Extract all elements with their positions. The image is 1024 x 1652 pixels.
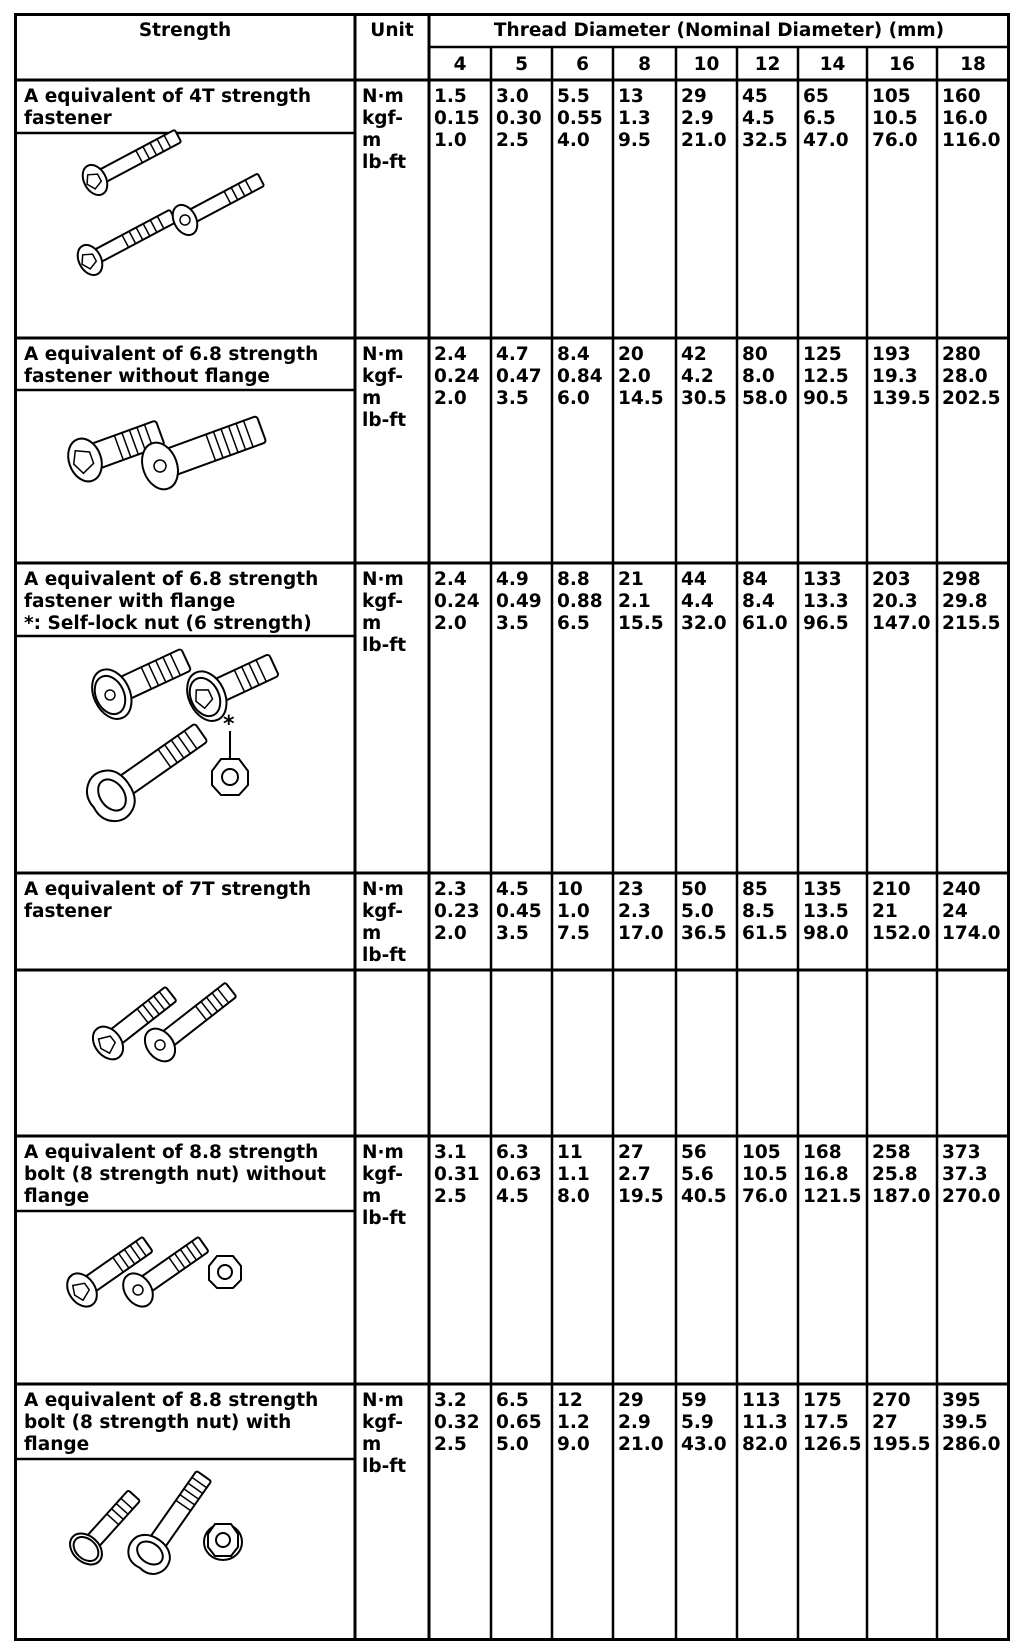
self-lock-nut-note: *: Self-lock nut (6 strength) xyxy=(24,613,312,634)
value-lbft: 195.5 xyxy=(872,1434,931,1455)
unit-lbft: lb-ft xyxy=(362,410,407,431)
value-lbft: 76.0 xyxy=(742,1186,788,1207)
value-cell-6-8-with-flange-d4 xyxy=(434,569,480,635)
value-lbft: 21.0 xyxy=(681,130,727,151)
value-kgfm: 20.3 xyxy=(872,591,918,612)
value-nm: 280 xyxy=(942,344,981,365)
value-nm: 5.5 xyxy=(557,86,590,107)
value-cell-8-8-with-flange-d18 xyxy=(942,1390,1001,1456)
value-nm: 50 xyxy=(681,879,707,900)
row-label-4t: A equivalent of 4T strength fastener xyxy=(24,86,312,129)
value-nm: 65 xyxy=(803,86,829,107)
unit-m: m xyxy=(362,613,382,634)
value-cell-4t-d16 xyxy=(872,86,918,152)
value-kgfm: 0.23 xyxy=(434,901,480,922)
value-nm: 4.5 xyxy=(496,879,529,900)
value-kgfm: 0.55 xyxy=(557,108,603,129)
value-cell-6-8-without-flange-d12 xyxy=(742,344,788,410)
value-kgfm: 39.5 xyxy=(942,1412,988,1433)
value-lbft: 6.5 xyxy=(557,613,590,634)
value-kgfm: 1.1 xyxy=(557,1164,590,1185)
value-nm: 113 xyxy=(742,1390,781,1411)
value-lbft: 19.5 xyxy=(618,1186,664,1207)
bolt-8-8-with-flange-illustration xyxy=(60,1465,290,1605)
value-lbft: 9.5 xyxy=(618,130,651,151)
value-cell-6-8-without-flange-d6 xyxy=(557,344,603,410)
value-lbft: 58.0 xyxy=(742,388,788,409)
value-nm: 133 xyxy=(803,569,842,590)
value-nm: 105 xyxy=(742,1142,781,1163)
value-lbft: 96.5 xyxy=(803,613,849,634)
value-nm: 56 xyxy=(681,1142,707,1163)
value-lbft: 15.5 xyxy=(618,613,664,634)
value-lbft: 9.0 xyxy=(557,1434,590,1455)
value-cell-6-8-without-flange-d16 xyxy=(872,344,931,410)
value-cell-4t-d18 xyxy=(942,86,1001,152)
value-lbft: 139.5 xyxy=(872,388,931,409)
value-kgfm: 13.5 xyxy=(803,901,849,922)
value-nm: 270 xyxy=(872,1390,911,1411)
value-kgfm: 25.8 xyxy=(872,1164,918,1185)
value-cell-6-8-without-flange-d4 xyxy=(434,344,480,410)
value-lbft: 2.5 xyxy=(496,130,529,151)
value-nm: 4.7 xyxy=(496,344,529,365)
value-lbft: 4.5 xyxy=(496,1186,529,1207)
value-nm: 29 xyxy=(681,86,707,107)
value-cell-7t-d16 xyxy=(872,879,931,945)
value-nm: 42 xyxy=(681,344,707,365)
value-nm: 1.5 xyxy=(434,86,467,107)
value-cell-8-8-with-flange-d6 xyxy=(557,1390,590,1456)
value-kgfm: 16.0 xyxy=(942,108,988,129)
value-lbft: 61.0 xyxy=(742,613,788,634)
value-lbft: 32.0 xyxy=(681,613,727,634)
value-nm: 373 xyxy=(942,1142,981,1163)
value-nm: 12 xyxy=(557,1390,583,1411)
bolt-7t-illustration xyxy=(80,975,280,1095)
value-lbft: 3.5 xyxy=(496,388,529,409)
value-lbft: 286.0 xyxy=(942,1434,1001,1455)
value-lbft: 1.0 xyxy=(434,130,467,151)
value-lbft: 2.5 xyxy=(434,1186,467,1207)
value-kgfm: 0.88 xyxy=(557,591,603,612)
unit-labels-row-2 xyxy=(362,344,406,432)
value-kgfm: 0.65 xyxy=(496,1412,542,1433)
row-label-7t: A equivalent of 7T strength fastener xyxy=(24,879,312,922)
header-diameter-4: 4 xyxy=(453,54,467,75)
value-cell-8-8-with-flange-d10 xyxy=(681,1390,727,1456)
value-lbft: 90.5 xyxy=(803,388,849,409)
value-nm: 44 xyxy=(681,569,707,590)
unit-kgf: kgf- xyxy=(362,901,403,922)
value-kgfm: 28.0 xyxy=(942,366,988,387)
value-nm: 8.4 xyxy=(557,344,590,365)
value-kgfm: 0.15 xyxy=(434,108,480,129)
value-kgfm: 0.49 xyxy=(496,591,542,612)
value-cell-7t-d18 xyxy=(942,879,1001,945)
value-cell-6-8-with-flange-d16 xyxy=(872,569,931,635)
value-nm: 135 xyxy=(803,879,842,900)
value-kgfm: 5.0 xyxy=(681,901,714,922)
row-label-8-8-without-flange: A equivalent of 8.8 strength bolt (8 strength nut) without flange xyxy=(24,1142,326,1207)
header-diameter-16: 16 xyxy=(889,54,915,75)
value-cell-7t-d6 xyxy=(557,879,590,945)
value-kgfm: 2.3 xyxy=(618,901,651,922)
value-kgfm: 4.5 xyxy=(742,108,775,129)
self-lock-nut-marker: * xyxy=(223,712,235,737)
unit-m: m xyxy=(362,923,382,944)
value-nm: 175 xyxy=(803,1390,842,1411)
value-cell-6-8-with-flange-d6 xyxy=(557,569,603,635)
value-kgfm: 0.30 xyxy=(496,108,542,129)
unit-kgf: kgf- xyxy=(362,1164,403,1185)
value-kgfm: 0.45 xyxy=(496,901,542,922)
value-nm: 168 xyxy=(803,1142,842,1163)
unit-lbft: lb-ft xyxy=(362,1456,407,1477)
unit-lbft: lb-ft xyxy=(362,1208,407,1229)
value-cell-7t-d14 xyxy=(803,879,849,945)
value-nm: 6.5 xyxy=(496,1390,529,1411)
value-cell-4t-d5 xyxy=(496,86,542,152)
value-kgfm: 10.5 xyxy=(742,1164,788,1185)
value-nm: 13 xyxy=(618,86,644,107)
value-kgfm: 8.5 xyxy=(742,901,775,922)
row-label-6-8-without-flange: A equivalent of 6.8 strength fastener without flange xyxy=(24,344,319,387)
value-kgfm: 0.24 xyxy=(434,591,480,612)
value-cell-6-8-without-flange-d5 xyxy=(496,344,542,410)
unit-m: m xyxy=(362,1434,382,1455)
value-kgfm: 24 xyxy=(942,901,968,922)
value-nm: 10 xyxy=(557,879,583,900)
value-lbft: 187.0 xyxy=(872,1186,931,1207)
value-kgfm: 2.7 xyxy=(618,1164,651,1185)
value-kgfm: 13.3 xyxy=(803,591,849,612)
value-lbft: 30.5 xyxy=(681,388,727,409)
unit-nm: N·m xyxy=(362,569,404,590)
value-kgfm: 8.0 xyxy=(742,366,775,387)
value-lbft: 116.0 xyxy=(942,130,1001,151)
value-cell-6-8-without-flange-d10 xyxy=(681,344,727,410)
value-kgfm: 0.32 xyxy=(434,1412,480,1433)
value-cell-7t-d4 xyxy=(434,879,480,945)
value-kgfm: 12.5 xyxy=(803,366,849,387)
value-cell-8-8-without-flange-d4 xyxy=(434,1142,480,1208)
row-label-6-8-with-flange xyxy=(24,569,354,635)
value-lbft: 7.5 xyxy=(557,923,590,944)
unit-labels-row-4 xyxy=(362,879,406,967)
value-cell-6-8-with-flange-d8 xyxy=(618,569,664,635)
value-lbft: 76.0 xyxy=(872,130,918,151)
header-diameter-8: 8 xyxy=(638,54,651,75)
value-kgfm: 0.31 xyxy=(434,1164,480,1185)
value-cell-8-8-with-flange-d12 xyxy=(742,1390,788,1456)
value-nm: 4.9 xyxy=(496,569,529,590)
value-lbft: 174.0 xyxy=(942,923,1001,944)
unit-nm: N·m xyxy=(362,86,404,107)
value-lbft: 3.5 xyxy=(496,923,529,944)
value-nm: 125 xyxy=(803,344,842,365)
unit-m: m xyxy=(362,130,382,151)
value-lbft: 270.0 xyxy=(942,1186,1001,1207)
value-kgfm: 1.2 xyxy=(557,1412,590,1433)
value-lbft: 5.0 xyxy=(496,1434,529,1455)
value-kgfm: 6.5 xyxy=(803,108,836,129)
value-nm: 8.8 xyxy=(557,569,590,590)
value-cell-8-8-without-flange-d8 xyxy=(618,1142,664,1208)
value-lbft: 2.0 xyxy=(434,613,467,634)
unit-m: m xyxy=(362,1186,382,1207)
value-kgfm: 1.0 xyxy=(557,901,590,922)
value-cell-7t-d8 xyxy=(618,879,664,945)
header-diameter-6: 6 xyxy=(576,54,589,75)
value-kgfm: 0.84 xyxy=(557,366,603,387)
header-strength: Strength xyxy=(138,20,232,41)
value-kgfm: 5.9 xyxy=(681,1412,714,1433)
value-nm: 59 xyxy=(681,1390,707,1411)
value-lbft: 21.0 xyxy=(618,1434,664,1455)
value-kgfm: 4.2 xyxy=(681,366,714,387)
value-nm: 29 xyxy=(618,1390,644,1411)
header-diameter-18: 18 xyxy=(960,54,986,75)
value-nm: 240 xyxy=(942,879,981,900)
value-kgfm: 0.63 xyxy=(496,1164,542,1185)
value-lbft: 152.0 xyxy=(872,923,931,944)
value-cell-8-8-with-flange-d8 xyxy=(618,1390,664,1456)
value-nm: 3.1 xyxy=(434,1142,467,1163)
value-nm: 2.4 xyxy=(434,569,467,590)
value-lbft: 8.0 xyxy=(557,1186,590,1207)
value-cell-7t-d5 xyxy=(496,879,542,945)
value-lbft: 3.5 xyxy=(496,613,529,634)
value-lbft: 32.5 xyxy=(742,130,788,151)
unit-labels-row-5 xyxy=(362,1142,406,1230)
value-cell-4t-d8 xyxy=(618,86,651,152)
header-diameter-10: 10 xyxy=(693,54,720,75)
value-kgfm: 8.4 xyxy=(742,591,775,612)
unit-nm: N·m xyxy=(362,344,404,365)
value-lbft: 17.0 xyxy=(618,923,664,944)
value-cell-8-8-without-flange-d14 xyxy=(803,1142,862,1208)
value-nm: 23 xyxy=(618,879,644,900)
value-nm: 45 xyxy=(742,86,768,107)
value-lbft: 202.5 xyxy=(942,388,1001,409)
value-lbft: 40.5 xyxy=(681,1186,727,1207)
value-nm: 298 xyxy=(942,569,981,590)
value-kgfm: 27 xyxy=(872,1412,898,1433)
value-kgfm: 10.5 xyxy=(872,108,918,129)
value-nm: 3.2 xyxy=(434,1390,467,1411)
value-lbft: 43.0 xyxy=(681,1434,727,1455)
value-cell-6-8-with-flange-d14 xyxy=(803,569,849,635)
value-kgfm: 2.0 xyxy=(618,366,651,387)
unit-m: m xyxy=(362,388,382,409)
header-diameter-5: 5 xyxy=(515,54,528,75)
header-thread-diameter: Thread Diameter (Nominal Diameter) (mm) xyxy=(493,20,945,41)
value-kgfm: 17.5 xyxy=(803,1412,849,1433)
value-nm: 20 xyxy=(618,344,644,365)
value-cell-6-8-without-flange-d18 xyxy=(942,344,1001,410)
unit-labels-row-3 xyxy=(362,569,406,657)
row-label-6-8-with-flange-text: A equivalent of 6.8 strength fastener with flange xyxy=(24,569,319,612)
unit-kgf: kgf- xyxy=(362,108,403,129)
bolt-6-8-without-flange-illustration xyxy=(60,398,290,518)
value-nm: 160 xyxy=(942,86,981,107)
value-cell-6-8-with-flange-d5 xyxy=(496,569,542,635)
value-nm: 105 xyxy=(872,86,911,107)
value-cell-8-8-with-flange-d14 xyxy=(803,1390,862,1456)
unit-labels-row-1 xyxy=(362,86,406,174)
value-nm: 27 xyxy=(618,1142,644,1163)
value-nm: 84 xyxy=(742,569,768,590)
value-nm: 80 xyxy=(742,344,768,365)
value-nm: 2.4 xyxy=(434,344,467,365)
row-label-8-8-with-flange: A equivalent of 8.8 strength bolt (8 strength nut) with flange xyxy=(24,1390,319,1455)
value-lbft: 6.0 xyxy=(557,388,590,409)
value-cell-6-8-without-flange-d14 xyxy=(803,344,849,410)
value-nm: 258 xyxy=(872,1142,911,1163)
value-lbft: 14.5 xyxy=(618,388,664,409)
unit-lbft: lb-ft xyxy=(362,152,407,173)
unit-kgf: kgf- xyxy=(362,591,403,612)
unit-labels-row-6 xyxy=(362,1390,406,1478)
value-nm: 203 xyxy=(872,569,911,590)
value-kgfm: 2.9 xyxy=(618,1412,651,1433)
bolt-8-8-without-flange-illustration xyxy=(60,1220,290,1340)
value-lbft: 2.0 xyxy=(434,923,467,944)
value-cell-8-8-with-flange-d4 xyxy=(434,1390,480,1456)
value-lbft: 47.0 xyxy=(803,130,849,151)
unit-nm: N·m xyxy=(362,1142,404,1163)
value-lbft: 61.5 xyxy=(742,923,788,944)
unit-kgf: kgf- xyxy=(362,366,403,387)
value-cell-8-8-with-flange-d16 xyxy=(872,1390,931,1456)
value-lbft: 2.5 xyxy=(434,1434,467,1455)
unit-nm: N·m xyxy=(362,1390,404,1411)
value-lbft: 215.5 xyxy=(942,613,1001,634)
header-diameter-14: 14 xyxy=(819,54,846,75)
value-lbft: 4.0 xyxy=(557,130,590,151)
value-kgfm: 4.4 xyxy=(681,591,714,612)
value-kgfm: 1.3 xyxy=(618,108,651,129)
value-cell-8-8-without-flange-d18 xyxy=(942,1142,1001,1208)
bolt-4t-illustration xyxy=(60,140,290,300)
value-cell-6-8-with-flange-d10 xyxy=(681,569,727,635)
value-cell-8-8-with-flange-d5 xyxy=(496,1390,542,1456)
value-cell-8-8-without-flange-d6 xyxy=(557,1142,590,1208)
value-cell-7t-d12 xyxy=(742,879,788,945)
value-nm: 395 xyxy=(942,1390,981,1411)
value-nm: 3.0 xyxy=(496,86,529,107)
value-cell-4t-d4 xyxy=(434,86,480,152)
value-nm: 21 xyxy=(618,569,644,590)
value-kgfm: 2.1 xyxy=(618,591,651,612)
value-nm: 85 xyxy=(742,879,768,900)
value-cell-7t-d10 xyxy=(681,879,727,945)
value-nm: 2.3 xyxy=(434,879,467,900)
unit-lbft: lb-ft xyxy=(362,945,407,966)
header-diameter-12: 12 xyxy=(754,54,781,75)
bolt-6-8-with-flange-illustration xyxy=(70,645,300,845)
value-lbft: 82.0 xyxy=(742,1434,788,1455)
value-kgfm: 37.3 xyxy=(942,1164,988,1185)
value-kgfm: 5.6 xyxy=(681,1164,714,1185)
value-cell-6-8-with-flange-d18 xyxy=(942,569,1001,635)
value-nm: 6.3 xyxy=(496,1142,529,1163)
header-unit: Unit xyxy=(370,20,414,41)
value-cell-4t-d6 xyxy=(557,86,603,152)
value-kgfm: 21 xyxy=(872,901,898,922)
value-cell-6-8-with-flange-d12 xyxy=(742,569,788,635)
value-cell-8-8-without-flange-d16 xyxy=(872,1142,931,1208)
value-cell-4t-d14 xyxy=(803,86,849,152)
value-cell-8-8-without-flange-d5 xyxy=(496,1142,542,1208)
value-nm: 193 xyxy=(872,344,911,365)
value-lbft: 2.0 xyxy=(434,388,467,409)
unit-kgf: kgf- xyxy=(362,1412,403,1433)
value-cell-4t-d10 xyxy=(681,86,727,152)
value-kgfm: 2.9 xyxy=(681,108,714,129)
value-cell-8-8-without-flange-d10 xyxy=(681,1142,727,1208)
unit-nm: N·m xyxy=(362,879,404,900)
value-kgfm: 29.8 xyxy=(942,591,988,612)
unit-lbft: lb-ft xyxy=(362,635,407,656)
value-kgfm: 0.24 xyxy=(434,366,480,387)
value-lbft: 36.5 xyxy=(681,923,727,944)
value-lbft: 147.0 xyxy=(872,613,931,634)
value-lbft: 121.5 xyxy=(803,1186,862,1207)
value-lbft: 126.5 xyxy=(803,1434,862,1455)
value-kgfm: 0.47 xyxy=(496,366,542,387)
value-cell-8-8-without-flange-d12 xyxy=(742,1142,788,1208)
value-lbft: 98.0 xyxy=(803,923,849,944)
value-nm: 210 xyxy=(872,879,911,900)
value-cell-4t-d12 xyxy=(742,86,788,152)
value-cell-6-8-without-flange-d8 xyxy=(618,344,664,410)
value-kgfm: 16.8 xyxy=(803,1164,849,1185)
value-kgfm: 19.3 xyxy=(872,366,918,387)
value-kgfm: 11.3 xyxy=(742,1412,788,1433)
value-nm: 11 xyxy=(557,1142,583,1163)
